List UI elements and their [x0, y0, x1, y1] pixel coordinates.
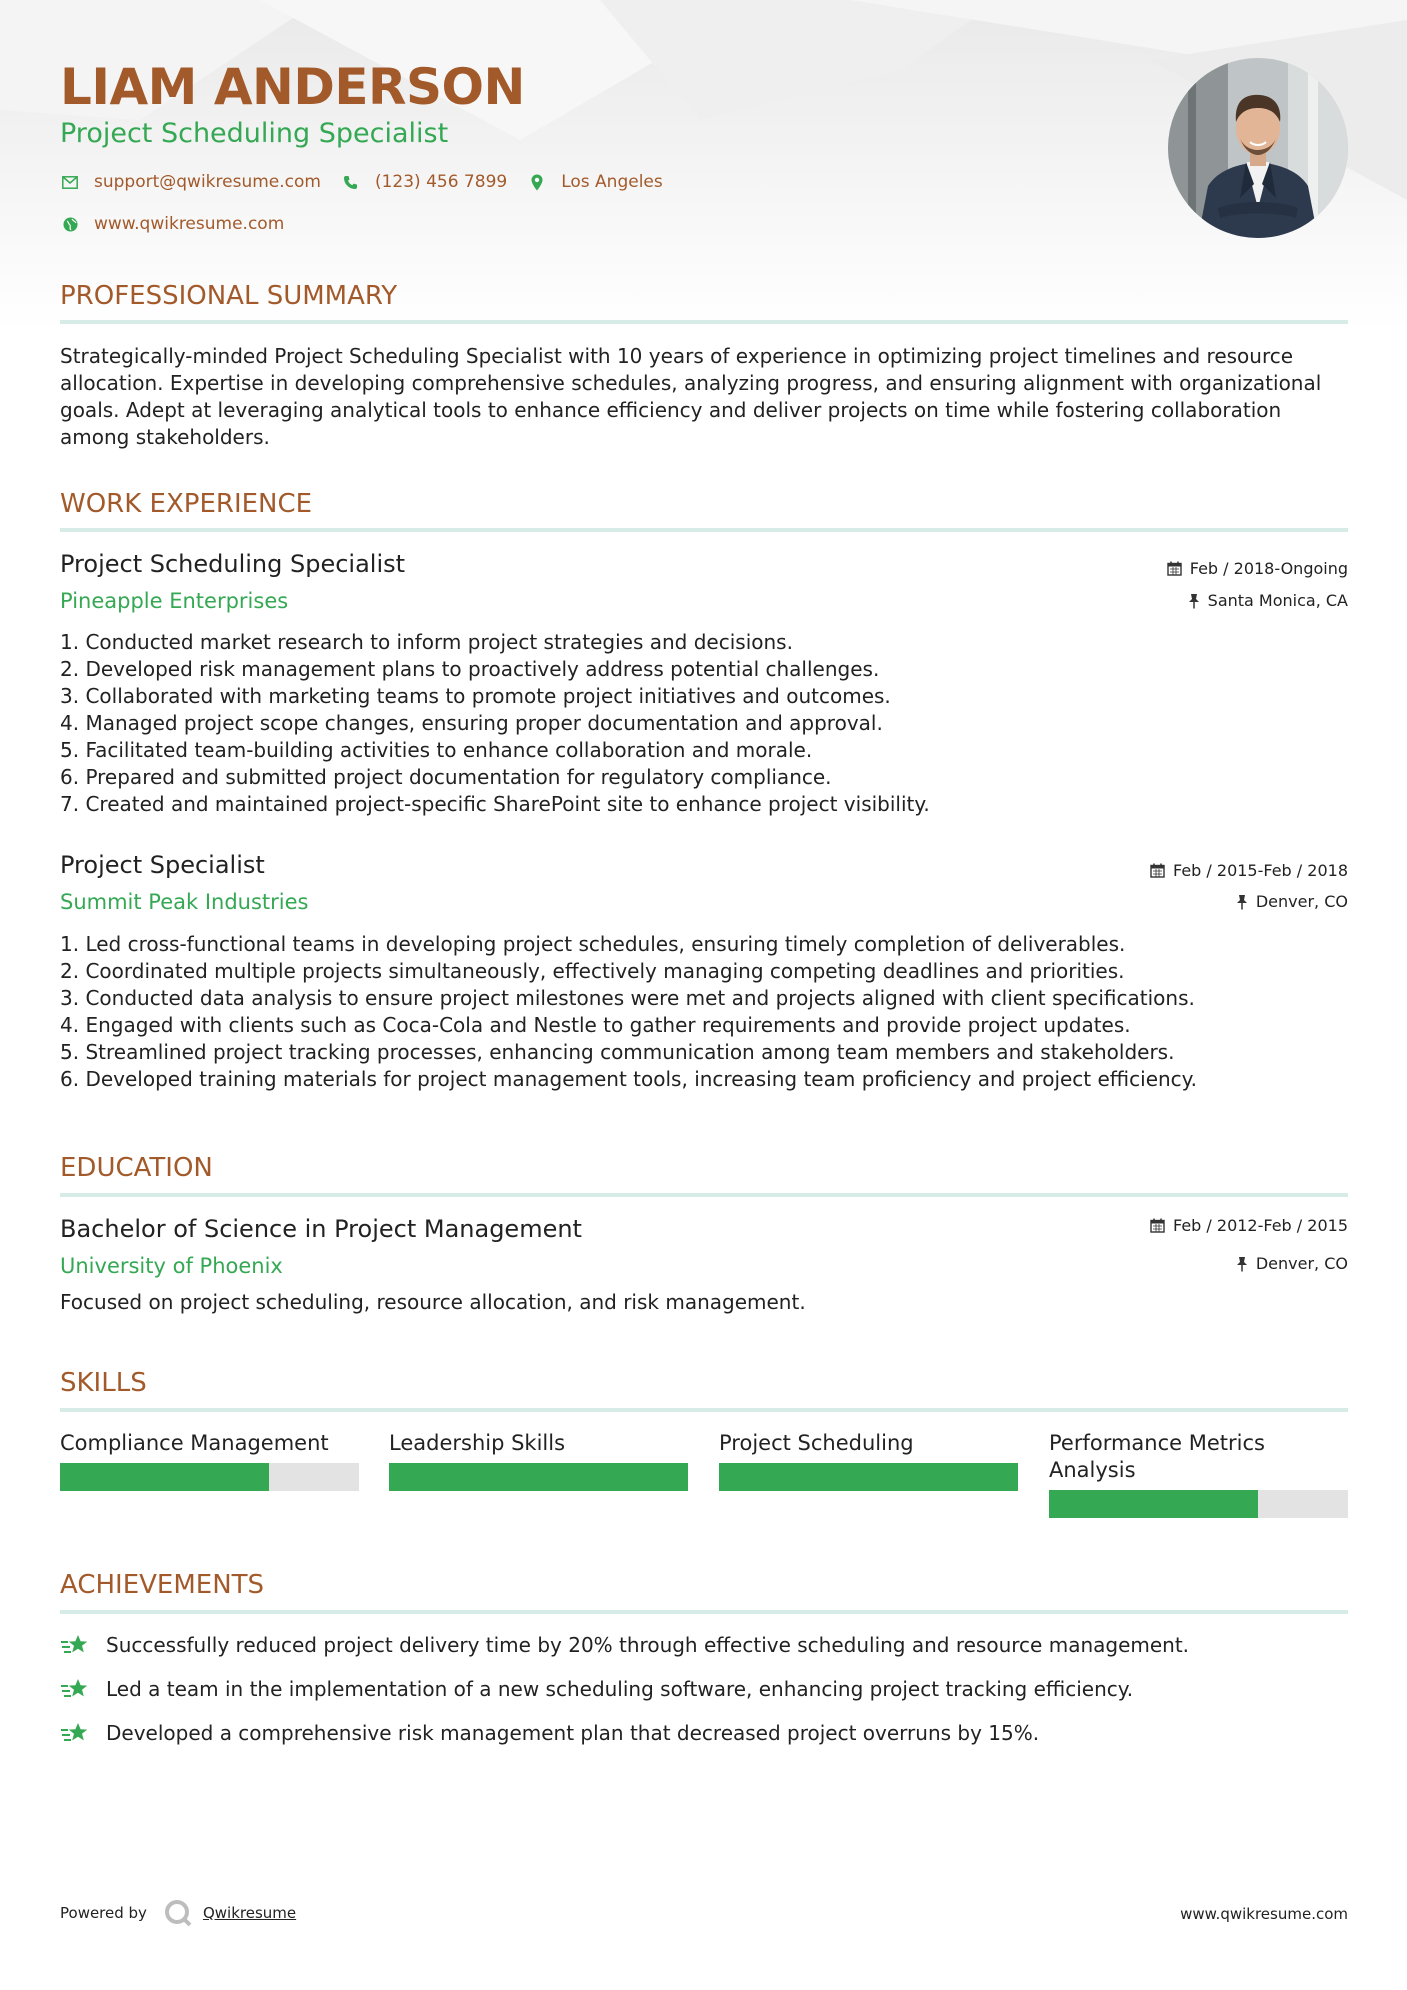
list-item: 2. Coordinated multiple projects simultaneously, effectively managing competing deadlines and priorities.	[60, 959, 1125, 983]
list-item: 2. Developed risk management plans to proactively address potential challenges.	[60, 657, 880, 681]
summary-divider	[60, 320, 1348, 324]
achievement-item	[60, 1676, 1133, 1702]
calendar-icon	[1150, 863, 1165, 878]
powered-by-label: Powered by	[60, 1904, 147, 1922]
job-location-text: Denver, CO	[1255, 892, 1348, 911]
contact-row-primary	[60, 172, 683, 192]
skill-item	[719, 1430, 1018, 1491]
achievements-heading: ACHIEVEMENTS	[60, 1570, 265, 1600]
email-link[interactable]: support@qwikresume.com	[94, 172, 321, 192]
map-marker-icon	[527, 172, 547, 192]
footer-website[interactable]: www.qwikresume.com	[1180, 1905, 1348, 1923]
profile-photo	[1168, 58, 1348, 238]
education-location	[1236, 1254, 1348, 1273]
list-item: 4. Engaged with clients such as Coca-Cola and Nestle to gather requirements and provide project updates.	[60, 1013, 1131, 1037]
footer-powered-by	[60, 1898, 296, 1928]
skills-divider	[60, 1408, 1348, 1412]
envelope-icon	[60, 172, 80, 192]
list-item: 1. Conducted market research to inform project strategies and decisions.	[60, 630, 793, 654]
education-dates	[1150, 1216, 1348, 1235]
degree-title: Bachelor of Science in Project Management	[60, 1215, 582, 1243]
school-name: University of Phoenix	[60, 1254, 283, 1278]
skill-bar	[1049, 1490, 1348, 1518]
skill-bar	[389, 1463, 688, 1491]
pushpin-icon	[1236, 894, 1248, 910]
list-item: 1. Led cross-functional teams in developing project schedules, ensuring timely completion of deliverables.	[60, 932, 1126, 956]
list-item: 5. Streamlined project tracking processes, enhancing communication among team members and stakeholders.	[60, 1040, 1175, 1064]
job-dates	[1167, 559, 1348, 578]
skill-item	[1049, 1430, 1348, 1518]
achievements-divider	[60, 1610, 1348, 1614]
achievement-item	[60, 1720, 1039, 1746]
achievement-text: Successfully reduced project delivery time by 20% through effective scheduling and resource management.	[106, 1633, 1190, 1657]
skill-label: Leadership Skills	[389, 1431, 566, 1455]
achievement-item	[60, 1632, 1189, 1658]
qwikresume-logo-icon	[163, 1898, 193, 1928]
job-location-text: Santa Monica, CA	[1207, 591, 1348, 610]
education-description: Focused on project scheduling, resource allocation, and risk management.	[60, 1290, 806, 1314]
skill-label: Project Scheduling	[719, 1431, 914, 1455]
pushpin-icon	[1188, 593, 1200, 609]
experience-heading: WORK EXPERIENCE	[60, 489, 313, 519]
contact-row-secondary	[60, 214, 304, 234]
calendar-icon	[1150, 1218, 1165, 1233]
skill-bar	[60, 1463, 359, 1491]
skills-heading: SKILLS	[60, 1368, 147, 1398]
list-item: 6. Prepared and submitted project documentation for regulatory compliance.	[60, 765, 832, 789]
skill-bar	[719, 1463, 1018, 1491]
skill-item	[60, 1430, 359, 1491]
skill-item	[389, 1430, 688, 1491]
shooting-star-icon	[60, 1720, 90, 1746]
shooting-star-icon	[60, 1676, 90, 1702]
skill-label: Performance Metrics Analysis	[1049, 1431, 1265, 1482]
skill-bar-fill	[389, 1463, 688, 1491]
job-location	[1236, 892, 1348, 911]
website-link[interactable]: www.qwikresume.com	[94, 214, 285, 234]
candidate-role: Project Scheduling Specialist	[60, 118, 449, 149]
skill-bar-fill	[719, 1463, 1018, 1491]
list-item: 7. Created and maintained project-specific SharePoint site to enhance project visibility.	[60, 792, 930, 816]
list-item: 6. Developed training materials for project management tools, increasing team proficiency and project efficiency.	[60, 1067, 1198, 1091]
skill-label: Compliance Management	[60, 1431, 329, 1455]
list-item: 3. Collaborated with marketing teams to promote project initiatives and outcomes.	[60, 684, 891, 708]
company-name: Summit Peak Industries	[60, 890, 309, 914]
job-dates-text: Feb / 2018-Ongoing	[1189, 559, 1348, 578]
list-item: 3. Conducted data analysis to ensure project milestones were met and projects aligned with client specifications.	[60, 986, 1195, 1010]
education-divider	[60, 1193, 1348, 1197]
job-dates-text: Feb / 2015-Feb / 2018	[1173, 861, 1348, 880]
pushpin-icon	[1236, 1256, 1248, 1272]
job-title: Project Specialist	[60, 851, 265, 879]
job-location	[1188, 591, 1348, 610]
calendar-icon	[1167, 561, 1182, 576]
summary-heading: PROFESSIONAL SUMMARY	[60, 281, 398, 311]
experience-divider	[60, 528, 1348, 532]
phone-icon	[341, 172, 361, 192]
achievement-text: Developed a comprehensive risk management plan that decreased project overruns by 15%.	[106, 1721, 1040, 1745]
list-item: 4. Managed project scope changes, ensuring proper documentation and approval.	[60, 711, 883, 735]
job-duties-list	[60, 629, 1348, 818]
skill-bar-fill	[1049, 1490, 1258, 1518]
education-location-text: Denver, CO	[1255, 1254, 1348, 1273]
education-dates-text: Feb / 2012-Feb / 2015	[1173, 1216, 1348, 1235]
education-heading: EDUCATION	[60, 1153, 213, 1183]
location: Los Angeles	[561, 172, 663, 192]
phone-number: (123) 456 7899	[374, 172, 508, 192]
globe-icon	[60, 214, 80, 234]
job-duties-list	[60, 931, 1348, 1093]
skill-bar-fill	[60, 1463, 269, 1491]
job-title: Project Scheduling Specialist	[60, 550, 406, 578]
achievement-text: Led a team in the implementation of a new scheduling software, enhancing project tracking efficiency.	[106, 1677, 1134, 1701]
list-item: 5. Facilitated team-building activities to enhance collaboration and morale.	[60, 738, 813, 762]
summary-text: Strategically-minded Project Scheduling Specialist with 10 years of experience in optimizing project timelines and resource allocation. Expertise in developing comprehensive schedules, analyzing progress, and ensuring alignment with organizational goals. Adept at leveraging analytical tools to enhance efficiency and deliver projects on time while fostering collaboration among stakeholders.	[60, 344, 1322, 449]
shooting-star-icon	[60, 1632, 90, 1658]
job-dates	[1150, 861, 1348, 880]
candidate-name: LIAM ANDERSON	[60, 58, 525, 116]
company-name: Pineapple Enterprises	[60, 589, 289, 613]
qwikresume-link[interactable]: Qwikresume	[202, 1904, 297, 1922]
